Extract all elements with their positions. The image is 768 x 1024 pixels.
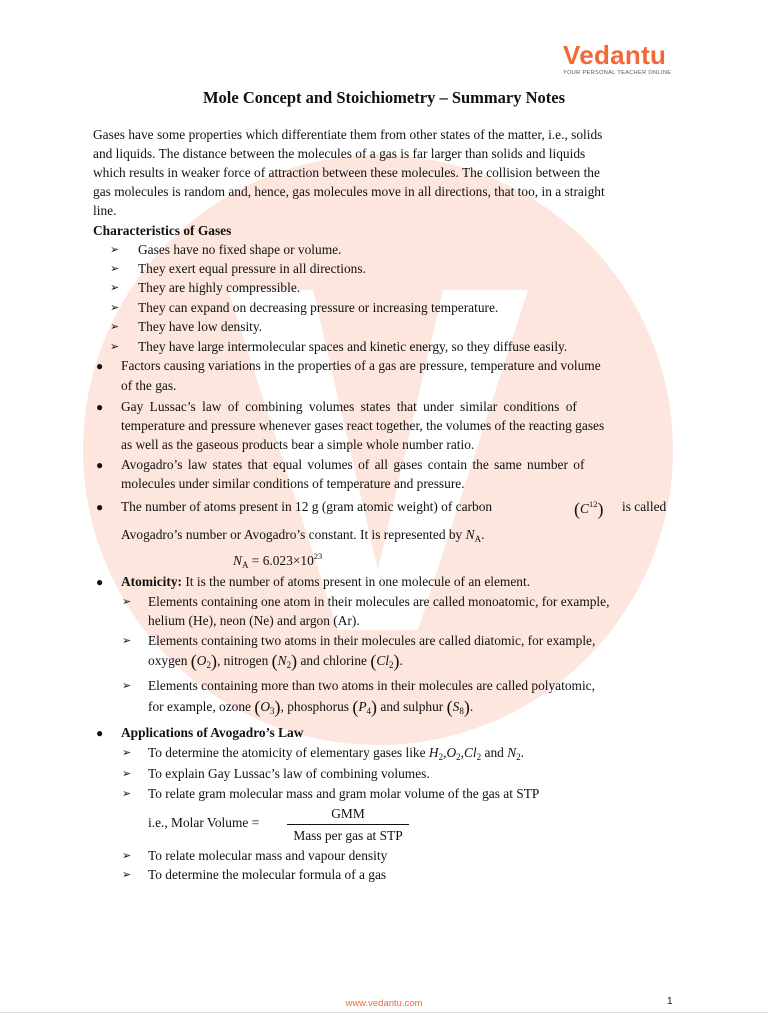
arrow-bullet-icon: ➢ bbox=[110, 302, 120, 314]
avogadro-law-line: Avogadro’s law states that equal volumes of all gases contain the same number of bbox=[121, 457, 585, 472]
vedantu-logo bbox=[561, 40, 676, 82]
characteristics-heading: Characteristics of Gases bbox=[93, 223, 232, 238]
page-title: Mole Concept and Stoichiometry – Summary Notes bbox=[202, 88, 566, 107]
atomicity-label: Atomicity: bbox=[121, 574, 182, 589]
characteristic-item: They have large intermolecular spaces and kinetic energy, so they diffuse easily. bbox=[138, 339, 568, 354]
fraction-numerator: GMM bbox=[287, 805, 409, 825]
characteristic-item: They have low density. bbox=[138, 319, 263, 334]
carbon-12-symbol: $(C^{12})$ bbox=[574, 499, 604, 519]
avogadro-number-line: Avogadro’s number or Avogadro’s constant. It is represented by $N_A$. bbox=[121, 527, 485, 544]
intro-line: and liquids. The distance between the molecules of a gas is far larger than solids and liquids bbox=[93, 146, 586, 161]
arrow-bullet-icon: ➢ bbox=[122, 596, 132, 608]
brand-tagline: YOUR PERSONAL TEACHER ONLINE bbox=[563, 70, 672, 76]
applications-heading: Applications of Avogadro’s Law bbox=[121, 725, 304, 740]
application-item: To relate gram molecular mass and gram molar volume of the gas at STP bbox=[148, 786, 540, 801]
arrow-bullet-icon: ➢ bbox=[110, 321, 120, 333]
avogadro-law-line: molecules under similar conditions of temperature and pressure. bbox=[121, 476, 465, 491]
atomicity-line: Atomicity: It is the number of atoms present in one molecule of an element. bbox=[121, 574, 531, 589]
page-number: 1 bbox=[667, 996, 673, 1007]
characteristic-item: They can expand on decreasing pressure or increasing temperature. bbox=[138, 300, 499, 315]
molar-volume-fraction bbox=[287, 805, 409, 845]
gay-lussac-line: Gay Lussac’s law of combining volumes states that under similar conditions of bbox=[121, 399, 577, 414]
gay-lussac-line: as well as the gaseous products bear a simple whole number ratio. bbox=[121, 437, 475, 452]
gay-lussac-line: temperature and pressure whenever gases react together, the volumes of the reacting gases bbox=[121, 418, 605, 433]
molar-volume-label: i.e., Molar Volume = bbox=[148, 815, 260, 830]
bottom-divider bbox=[0, 1012, 768, 1013]
fraction-denominator: Mass per gas at STP bbox=[293, 828, 403, 843]
factors-line: Factors causing variations in the properties of a gas are pressure, temperature and volume bbox=[121, 358, 601, 373]
arrow-bullet-icon: ➢ bbox=[110, 244, 120, 256]
footer-url-link[interactable]: www.vedantu.com bbox=[345, 998, 423, 1009]
monoatomic-line: Elements containing one atom in their molecules are called monoatomic, for example, bbox=[148, 594, 610, 609]
arrow-bullet-icon: ➢ bbox=[122, 869, 132, 881]
arrow-bullet-icon: ➢ bbox=[110, 282, 120, 294]
arrow-bullet-icon: ➢ bbox=[122, 635, 132, 647]
characteristic-item: They are highly compressible. bbox=[138, 280, 301, 295]
arrow-bullet-icon: ➢ bbox=[110, 341, 120, 353]
diatomic-line: Elements containing two atoms in their molecules are called diatomic, for example, bbox=[148, 633, 596, 648]
polyatomic-line: Elements containing more than two atoms in their molecules are called polyatomic, bbox=[148, 678, 595, 693]
arrow-bullet-icon: ➢ bbox=[122, 788, 132, 800]
application-item: To determine the molecular formula of a gas bbox=[148, 867, 387, 882]
avogadro-equation: $N_A = 6.023\times 10^{23}$ bbox=[233, 551, 323, 570]
application-item: To determine the atomicity of elementary gases like $H_2,O_2,Cl_2$ and $N_2$. bbox=[148, 745, 524, 762]
arrow-bullet-icon: ➢ bbox=[122, 680, 132, 692]
bullet-icon: ● bbox=[96, 400, 104, 414]
diatomic-examples: oxygen $(O_2)$, nitrogen $(N_2)$ and chlorine $(Cl_2)$. bbox=[148, 651, 403, 671]
application-item: To explain Gay Lussac’s law of combining volumes. bbox=[148, 766, 430, 781]
monoatomic-line: helium (He), neon (Ne) and argon (Ar). bbox=[148, 613, 360, 628]
avogadro-number-line: is called bbox=[622, 499, 667, 514]
bullet-icon: ● bbox=[96, 575, 104, 589]
characteristic-item: Gases have no fixed shape or volume. bbox=[138, 242, 342, 257]
arrow-bullet-icon: ➢ bbox=[122, 747, 132, 759]
intro-line: which results in weaker force of attraction between these molecules. The collision between the bbox=[93, 165, 600, 180]
application-item: To relate molecular mass and vapour density bbox=[148, 848, 388, 863]
intro-line: Gases have some properties which differentiate them from other states of the matter, i.e., solids bbox=[93, 127, 603, 142]
brand-name: Vedantu bbox=[563, 40, 667, 70]
intro-line: gas molecules is random and, hence, gas molecules move in all directions, that too, in a straight bbox=[93, 184, 605, 199]
intro-line: line. bbox=[93, 203, 117, 218]
bullet-icon: ● bbox=[96, 500, 104, 514]
polyatomic-examples: for example, ozone $(O_3)$, phosphorus $(P_4)$ and sulphur $(S_8)$. bbox=[148, 697, 474, 717]
bullet-icon: ● bbox=[96, 359, 104, 373]
avogadro-number-line: The number of atoms present in 12 g (gram atomic weight) of carbon bbox=[121, 499, 493, 514]
bullet-icon: ● bbox=[96, 458, 104, 472]
bullet-icon: ● bbox=[96, 726, 104, 740]
arrow-bullet-icon: ➢ bbox=[122, 850, 132, 862]
characteristic-item: They exert equal pressure in all directions. bbox=[138, 261, 366, 276]
arrow-bullet-icon: ➢ bbox=[110, 263, 120, 275]
arrow-bullet-icon: ➢ bbox=[122, 768, 132, 780]
factors-line: of the gas. bbox=[121, 378, 177, 393]
